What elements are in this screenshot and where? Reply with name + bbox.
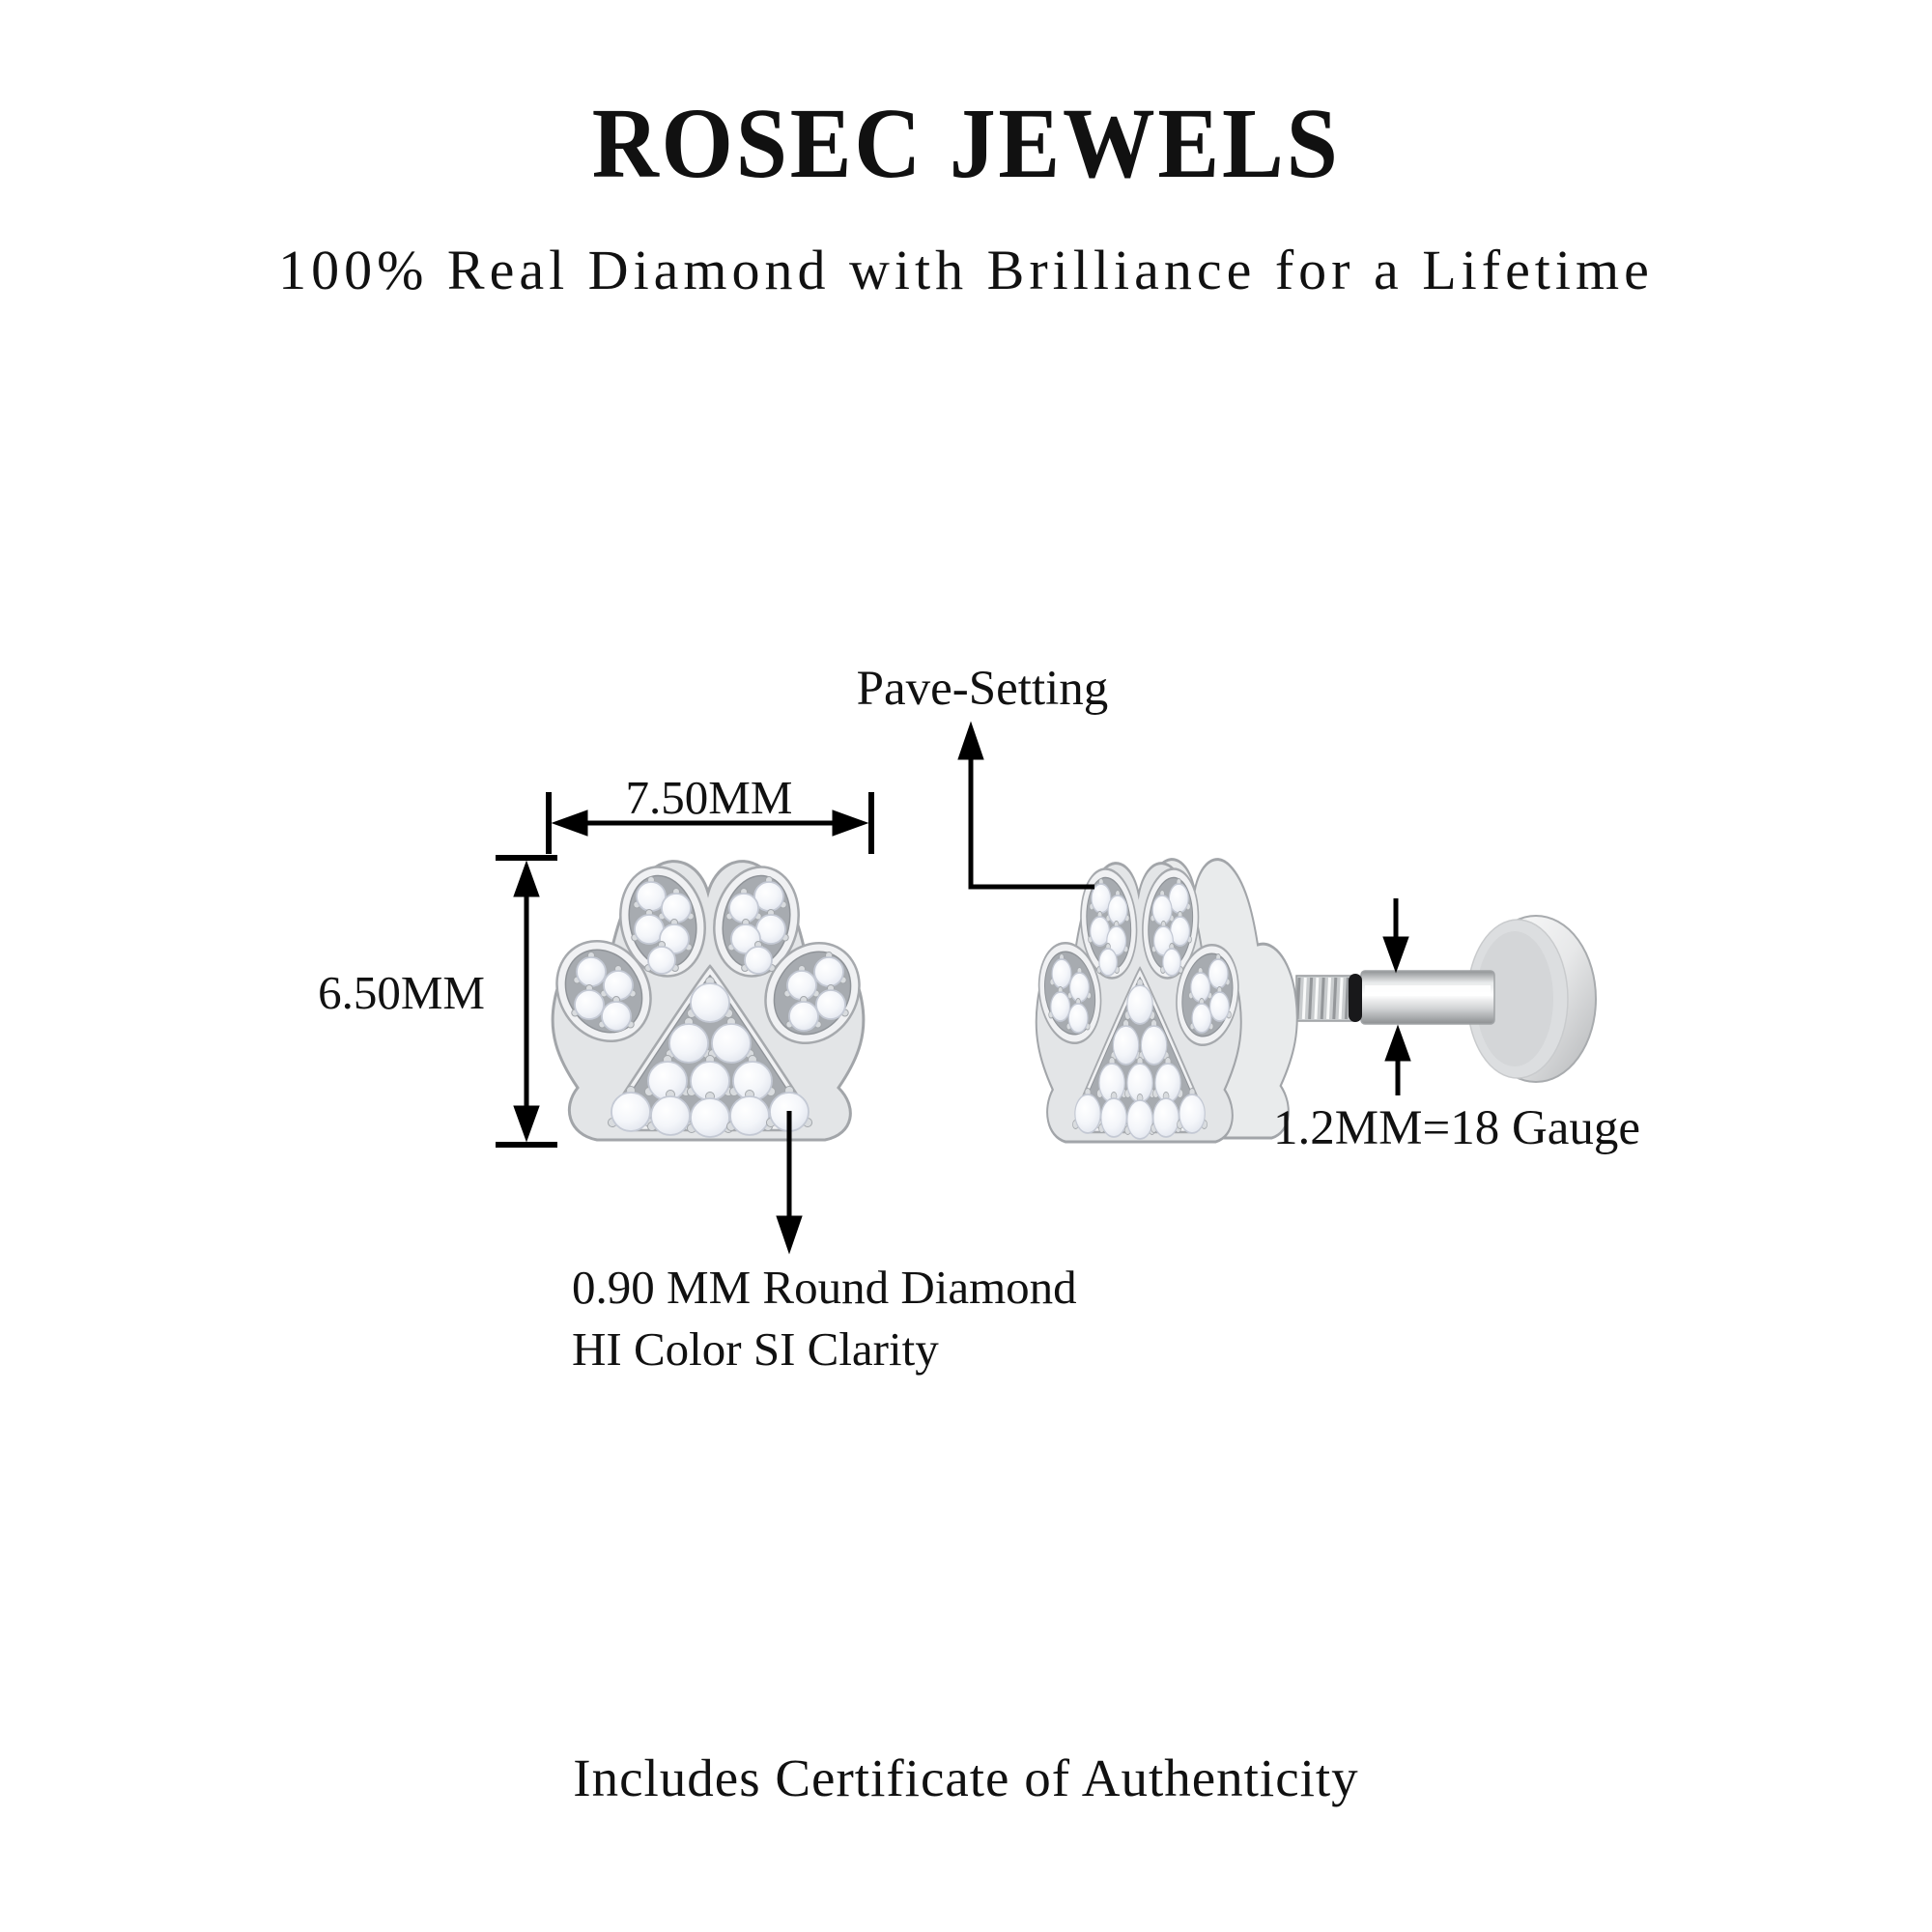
brand-tagline: 100% Real Diamond with Brilliance for a Lifetime <box>278 239 1654 301</box>
height-dimension-label: 6.50MM <box>318 966 485 1019</box>
pave-leader-arrow <box>958 723 1094 887</box>
o-ring <box>1349 974 1362 1022</box>
stone-spec-line1: 0.90 MM Round Diamond <box>572 1261 1077 1314</box>
certificate-note: Includes Certificate of Authenticity <box>573 1748 1359 1807</box>
pave-setting-label: Pave-Setting <box>856 662 1109 716</box>
stone-spec-label <box>572 1257 1077 1380</box>
width-dimension-label: 7.50MM <box>625 771 793 824</box>
front-view-earring <box>538 859 878 1140</box>
gauge-label: 1.2MM=18 Gauge <box>1273 1101 1641 1155</box>
stone-spec-line2: HI Color SI Clarity <box>572 1322 939 1376</box>
height-dimension-arrow <box>496 858 557 1145</box>
brand-title: ROSEC JEWELS <box>591 88 1341 199</box>
screw-post <box>1296 971 1494 1024</box>
